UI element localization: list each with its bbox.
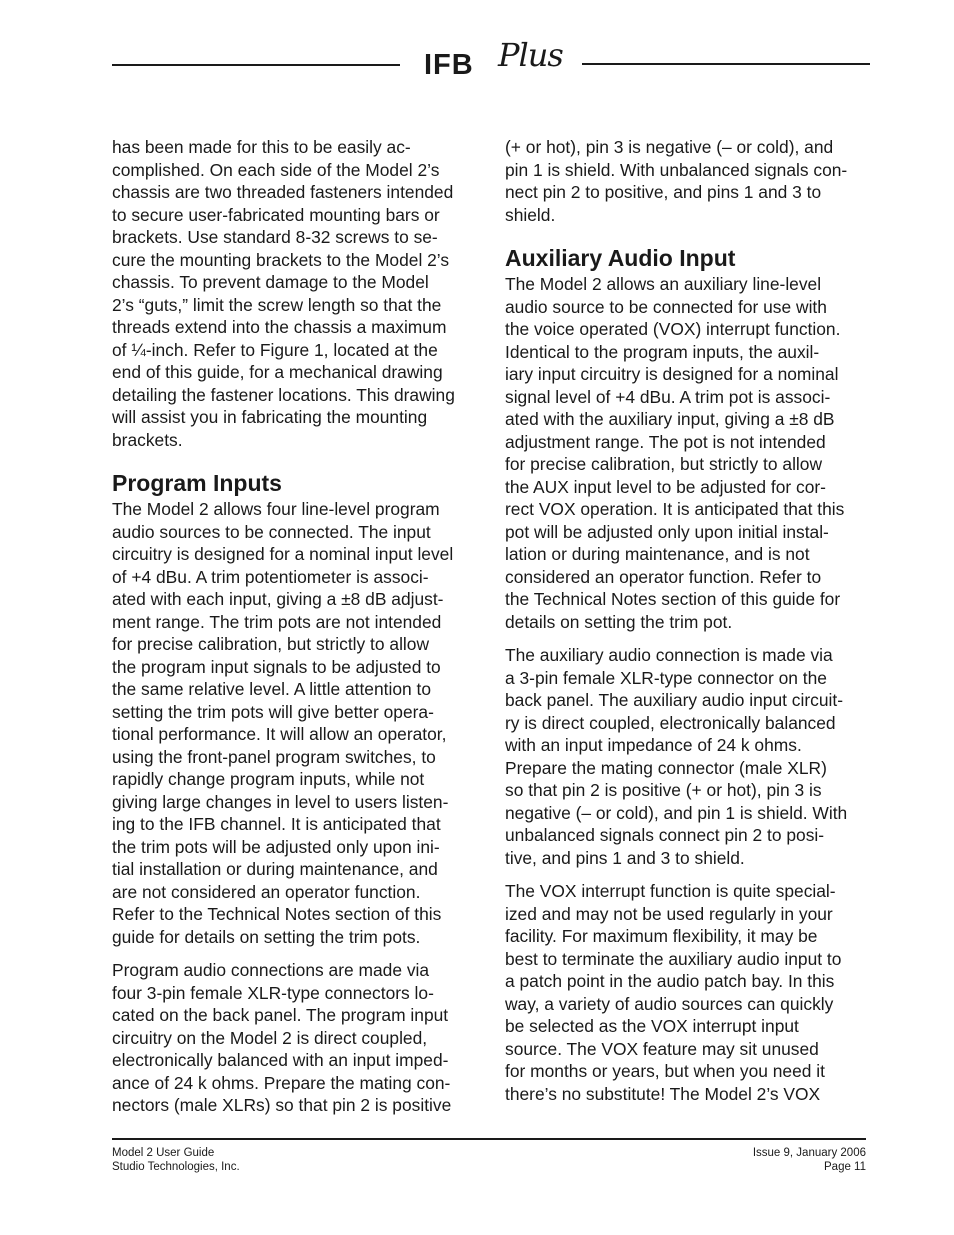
text-line: pin 1 is shield. With unbalanced signals con- [505,159,848,180]
text-line: signal level of +4 dBu. A trim pot is associ- [505,386,831,407]
text-line: 2’s “guts,” limit the screw length so that the [112,294,442,315]
text-line: ment range. The trim pots are not intended [112,611,442,632]
text-line: electronically balanced with an input imped- [112,1050,449,1070]
text-line: tial installation or during maintenance, and [112,859,438,879]
text-line: the AUX input level to be adjusted for cor- [505,476,826,497]
text-line: facility. For maximum flexibility, it may be [505,926,818,946]
text-line: back panel. The auxiliary audio input circuit- [505,690,844,710]
text-line: ized and may not be used regularly in your [505,903,833,924]
text-line: audio sources to be connected. The input [112,521,431,542]
text-line: there’s no substitute! The Model 2’s VOX [505,1083,821,1104]
text-line: nect pin 2 to positive, and pins 1 and 3 to [505,182,822,202]
text-line: unbalanced signals connect pin 2 to posi- [505,825,825,845]
footer-company: Studio Technologies, Inc. [112,1161,240,1173]
text-line: cure the mounting brackets to the Model 2’s [112,249,450,270]
text-line: way, a variety of audio sources can quickly [505,993,834,1014]
text-line: the Technical Notes section of this guide for [505,589,841,609]
left-paragraph-1 [112,136,480,451]
text-line: a patch point in the audio patch bay. In this [505,971,835,991]
text-line: chassis. To prevent damage to the Model [112,272,429,292]
text-line: Prepare the mating connector (male XLR) [505,757,827,778]
text-line: for months or years, but when you need it [505,1061,825,1081]
text-line: details on setting the trim pot. [505,611,733,632]
footer-rule [112,1138,866,1140]
right-paragraph-1 [505,136,873,226]
text-line: The Model 2 allows an auxiliary line-level [505,274,822,294]
text-line: adjustment range. The pot is not intended [505,431,826,452]
text-line: detailing the fastener locations. This drawing [112,384,455,405]
left-paragraph-3 [112,959,480,1117]
text-line: for precise calibration, but strictly to allow [112,634,430,654]
text-line: brackets. [112,429,183,450]
text-line: four 3-pin female XLR-type connectors lo- [112,982,434,1003]
text-line: will assist you in fabricating the mounting [112,407,428,427]
text-line: rapidly change program inputs, while not [112,769,425,789]
text-line: of ¼-inch. Refer to Figure 1, located at the [112,339,438,360]
text-line: (+ or hot), pin 3 is negative (– or cold), and [505,137,834,157]
text-line: guide for details on setting the trim pots. [112,926,421,947]
logo-ifb-text: IFB [424,49,474,81]
text-line: chassis are two threaded fasteners intended [112,182,454,202]
text-line: rect VOX operation. It is anticipated that this [505,499,845,519]
text-line: The Model 2 allows four line-level program [112,499,440,519]
text-line: has been made for this to be easily ac- [112,137,411,157]
text-line: are not considered an operator function. [112,881,421,902]
text-line: the program input signals to be adjusted to [112,656,441,677]
text-line: tive, and pins 1 and 3 to shield. [505,847,745,868]
text-line: The auxiliary audio connection is made via [505,645,833,665]
text-line: tional performance. It will allow an operator, [112,724,447,744]
footer-issue: Issue 9, January 2006 [752,1147,866,1159]
text-line: ated with the auxiliary input, giving a ±8 dB [505,409,835,429]
text-line: be selected as the VOX interrupt input [505,1016,799,1036]
text-line: Program audio connections are made via [112,960,430,980]
text-line: to secure user-fabricated mounting bars or [112,204,440,225]
text-line: so that pin 2 is positive (+ or hot), pin 3 is [505,780,822,800]
text-line: nectors (male XLRs) so that pin 2 is positive [112,1095,452,1115]
footer-left [112,1146,240,1174]
ifb-plus-logo [420,38,570,84]
footer-page-number: Page 11 [824,1161,866,1173]
text-line: considered an operator function. Refer to [505,566,822,587]
header-rule-right [582,63,870,65]
footer-right [753,1146,866,1174]
text-line: brackets. Use standard 8-32 screws to se- [112,227,438,247]
left-column [112,136,480,1128]
footer-guide-title: Model 2 User Guide [112,1147,215,1159]
left-paragraph-2 [112,498,480,948]
text-line: the same relative level. A little attention to [112,679,432,699]
text-line: ry is direct coupled, electronically balanced [505,712,836,733]
text-line: iary input circuitry is designed for a nominal [505,364,839,384]
right-paragraph-2 [505,273,873,633]
text-line: ance of 24 k ohms. Prepare the mating con- [112,1072,451,1093]
text-line: the voice operated (VOX) interrupt function. [505,319,841,339]
text-line: Identical to the program inputs, the auxil- [505,341,820,362]
text-line: source. The VOX feature may sit unused [505,1038,819,1059]
text-line: of +4 dBu. A trim potentiometer is associ- [112,566,429,587]
logo-plus-script: Plus [498,36,563,74]
right-column [505,136,873,1116]
section-heading-auxiliary-audio-input: Auxiliary Audio Input [505,245,736,271]
text-line: pot will be adjusted only upon initial instal- [505,521,829,542]
right-paragraph-3 [505,644,873,869]
text-line: end of this guide, for a mechanical drawing [112,362,443,382]
text-line: The VOX interrupt function is quite special- [505,881,836,901]
text-line: ated with each input, giving a ±8 dB adjust- [112,589,444,609]
text-line: threads extend into the chassis a maximum [112,317,447,337]
text-line: ing to the IFB channel. It is anticipated that [112,814,441,834]
text-line: Refer to the Technical Notes section of this [112,904,442,924]
text-line: best to terminate the auxiliary audio input to [505,948,842,969]
text-line: using the front-panel program switches, to [112,746,436,767]
text-line: circuitry on the Model 2 is direct coupled, [112,1027,428,1048]
text-line: shield. [505,204,556,225]
text-line: with an input impedance of 24 k ohms. [505,735,802,755]
text-line: giving large changes in level to users listen- [112,791,449,812]
section-heading-program-inputs: Program Inputs [112,470,282,496]
right-paragraph-4 [505,880,873,1105]
text-line: audio source to be connected for use with [505,296,827,317]
text-line: the trim pots will be adjusted only upon ini- [112,836,440,857]
text-line: for precise calibration, but strictly to allow [505,454,823,474]
text-line: lation or during maintenance, and is not [505,544,810,564]
header-rule-left [112,64,400,66]
text-line: a 3-pin female XLR-type connector on the [505,667,827,688]
text-line: cated on the back panel. The program input [112,1005,449,1025]
text-line: negative (– or cold), and pin 1 is shield. With [505,802,848,823]
text-line: setting the trim pots will give better opera- [112,701,434,722]
text-line: circuitry is designed for a nominal input level [112,544,454,564]
text-line: complished. On each side of the Model 2’s [112,159,440,180]
